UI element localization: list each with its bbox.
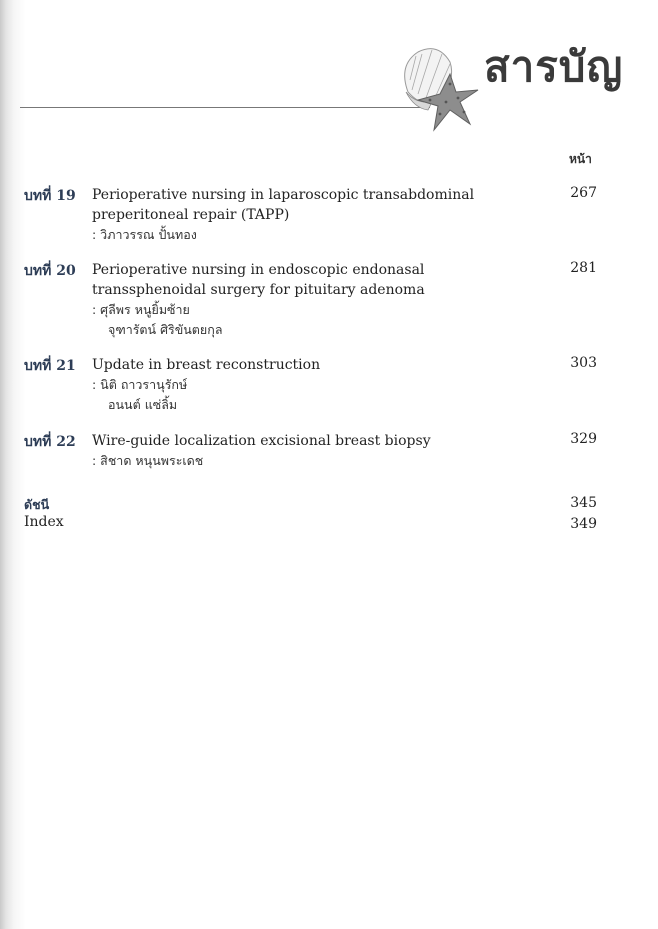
entry-page-number: 303 xyxy=(570,355,597,371)
entry-authors: : วิภาวรรณ ปั้นทอง xyxy=(92,227,197,242)
toc-entry[interactable] xyxy=(20,431,610,471)
chapter-number: บทที่ 22 xyxy=(24,434,76,450)
index-thai-label[interactable]: ดัชนี xyxy=(24,497,50,512)
toc-entry[interactable] xyxy=(20,260,610,340)
entry-authors: : สิชาด หนุนพระเดช xyxy=(92,453,204,468)
index-thai-page: 345 xyxy=(570,495,597,511)
index-english-label[interactable]: Index xyxy=(24,514,64,530)
entry-page-number: 267 xyxy=(570,185,597,201)
page-title: สารบัญ xyxy=(484,42,624,91)
entry-page-number: 329 xyxy=(570,431,597,447)
entry-authors: : ศุลีพร หนูยิ้มซ้าย จุฑารัตน์ ศิริขันตยกุล xyxy=(92,302,223,337)
entry-title: Update in breast reconstruction xyxy=(92,357,321,373)
page-column-label: หน้า xyxy=(569,152,592,166)
toc-entry[interactable] xyxy=(20,355,610,415)
entry-authors: : นิติ ถาวรานุรักษ์ อนนต์ แซ่ลิ้ม xyxy=(92,377,188,412)
chapter-number: บทที่ 21 xyxy=(24,358,76,374)
seashell-starfish-icon xyxy=(388,40,488,136)
chapter-number: บทที่ 20 xyxy=(24,263,76,279)
chapter-number: บทที่ 19 xyxy=(24,188,76,204)
header-rule xyxy=(20,107,430,108)
index-english-page: 349 xyxy=(570,516,597,532)
toc-entry[interactable] xyxy=(20,185,610,245)
entry-title: Perioperative nursing in laparoscopic transabdominal preperitoneal repair (TAPP) xyxy=(92,187,475,223)
entry-title: Perioperative nursing in endoscopic endonasal transsphenoidal surgery for pituitary adenoma xyxy=(92,262,425,298)
entry-title: Wire-guide localization excisional breast biopsy xyxy=(92,433,431,449)
entry-page-number: 281 xyxy=(570,260,597,276)
